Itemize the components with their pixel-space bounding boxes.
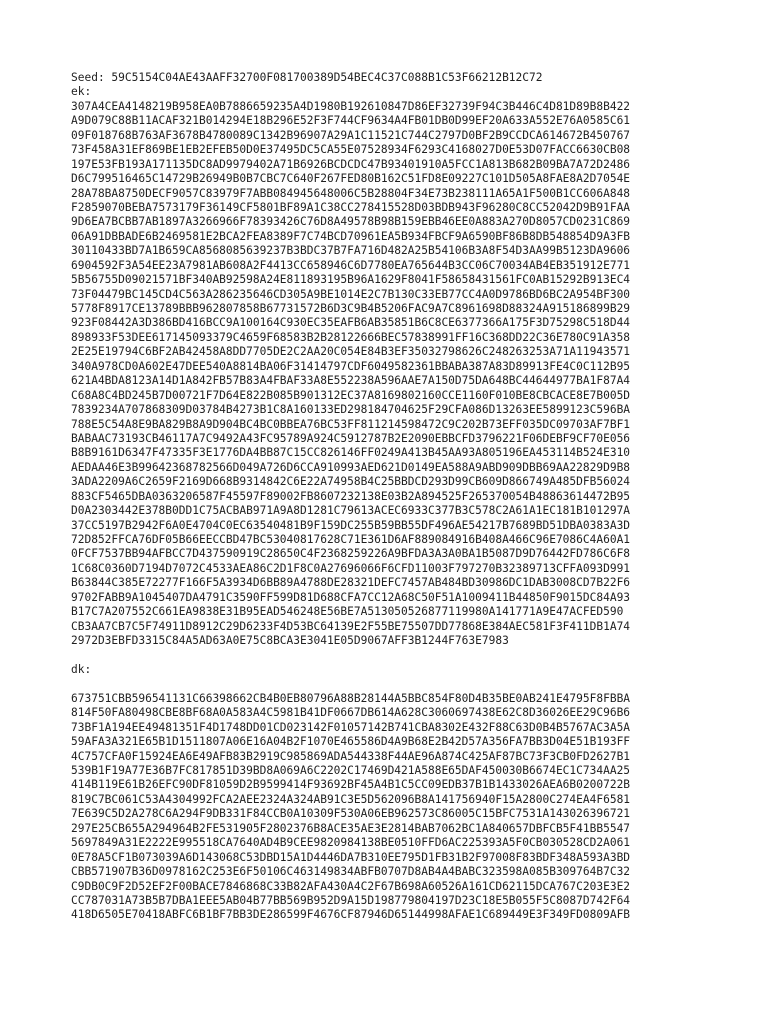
ek-hex-line: D6C799516465C14729B26949B0B7CBC7C640F267FED80B162C51FD8E09227C101D505A8FAE8A2D7054E: [71, 172, 631, 186]
ek-hex-line: 06A91DBBADE6B2469581E2BCA2FEA8389F7C74BCD70961EA5B934FBCF9A6590BF86B8DB548854D9A3FB: [71, 229, 631, 243]
ek-hex-line: 2E25E19794C6BF2AB42458A8DD7705DE2C2AA20C054E84B3EF35032798626C248263253A71A11943571: [71, 345, 631, 359]
dk-hex-line: 59AFA3A321E65B1D1511807A06E16A04B2F1070E465586D4A9B68E2B42D57A356FA7BB3D04E51B193FF: [71, 735, 631, 749]
ek-hex-line: 5778F8917CE13789BBB962807858B67731572B6D3C9B4B5206FAC9A7C8961698D88324A915186899B29: [71, 302, 631, 315]
dk-hex-line: 418D6505E70418ABFC6B1BF7BB3DE286599F4676CF87946D65144998AFAE1C689449E3F349FD0809AFB: [71, 908, 631, 922]
ek-hex-line: 09F018768B763AF3678B4780089C1342B96907A29A1C11521C744C2797D0BF2B9CCDCA614672B450767: [71, 128, 631, 142]
ek-hex-line: 28A78BA8750DECF9057C83979F7ABB084945648006C5B28804F34E73B238111A65A1F500B1CC606A848: [71, 186, 631, 200]
ek-hex-line: D0A2303442E378B0DD1C75ACBAB971A9A8D1281C79613ACEC6933C377B3C578C2A61A1EC181B101297A: [71, 504, 631, 518]
ek-hex-line: 923F08442A3D386BD416BCC9A100164C930EC35EAFB6AB35851B6C8CE6377366A175F3D75298C518D44: [71, 316, 631, 330]
ek-hex-line: CB3AA7CB7C5F74911D8912C29D6233F4D53BC64139E2F55BE75507DD77868E384AEC581F3F411DB1A74: [71, 619, 631, 633]
ek-hex-line: A9D079C88B11ACAF321B014294E18B296E52F3F744CF9634A4FB01DB0D99EF20A633A552E76A0585C61: [71, 114, 631, 128]
dk-hex-line: 673751CBB596541131C66398662CB4B0EB80796A88B28144A5BBC854F80D4B35BE0AB241E4795F8FBBA: [71, 691, 631, 705]
ek-hex-line: C68A8C4BD245B7D00721F7D64E822B085B901312EC37A8169802160CCE1160F010BE8CBCACE8E7B005D: [71, 388, 631, 402]
ek-hex-line: 1C68C0360D7194D7072C4533AEA86C2D1F8C0A27696066F6CFD11003F797270B32389713CFFA093D991: [71, 561, 631, 575]
dk-hex-line: 819C7BC061C53A4304992FCA2AEE2324A324AB91C3E5D562096B8A141756940F15A2800C274EA4F6581: [71, 792, 631, 806]
dk-hex-line: 7E639C5D2A278C6A294F9DB331F84CCB0A10309F530A06EB962573C86005C15BFC7531A143026396721: [71, 807, 631, 821]
ek-hex-line: 0FCF7537BB94AFBCC7D437590919C28650C4F2368259226A9BFDA3A3A0BA1B5087D9D76442FD786C6F8: [71, 547, 631, 561]
dk-hex-line: 0E78A5CF1B073039A6D143068C53DBD15A1D4446DA7B310EE795D1FB31B2F97008F83BDF348A593A3BD: [71, 850, 631, 864]
dk-hex-line: 4C757CFA0F15924EA6E49AFB83B2919C985869ADA544338F44AE96A874C425AF87BC73F3CB0FD2627B1: [71, 749, 631, 763]
dk-hex-line: CC787031A73B5B7DBA1EEE5AB04B77BB569B952D9A15D198779804197D23C18E5B055F5C8087D742F64: [71, 893, 631, 907]
seed-line: Seed: 59C5154C04AE43AAFF32700F081700389D54BEC4C37C088B1C53F66212B12C72: [71, 71, 543, 84]
ek-hex-line: 197E53FB193A171135DC8AD9979402A71B6926BCDCDC47B93401910A5FCC1A813B682B09BA7A72D2486: [71, 157, 631, 171]
ek-hex-line: 30110433BD7A1B659CA8568085639237B3BDC37B7FA716D482A25B54106B3A8F54D3AA99B5123DA9606: [71, 244, 631, 258]
ek-hex-line: 9702FABB9A1045407DA4791C3590FF599D81D688CFA7CC12A68C50F51A1009411B44850F9015DC84A93: [71, 590, 631, 604]
ek-hex-line: 6904592F3A54EE23A7981AB608A2F4413CC658946C6D7780EA765644B3CC06C70034AB4EB351912E771: [71, 258, 631, 272]
ek-hex-line: 340A978CD0A602E47DEE540A8814BA06F31414797CDF6049582361BBABA387A83D89913FE4C0C112B95: [71, 359, 631, 373]
dk-label: dk:: [71, 662, 92, 676]
ek-hex-line: B8B9161D6347F47335F3E1776DA4BB87C15CC826146FF0249A413B45AA93A805196EA453114B524E310: [71, 446, 631, 460]
ek-label: ek:: [71, 85, 92, 99]
dk-hex-line: 539B1F19A77E36B7FC817851D39BD8A069A6C2202C17469D421A588E65DAF450030B6674EC1C734AA25: [71, 764, 631, 777]
ek-hex-line: 621A4BDA8123A14D1A842FB57B83A4FBAF33A8E552238A596AAE7A150D75DA648BC44644977BA1F87A4: [71, 374, 631, 388]
dk-hex-line: 414B119E61B26EFC90DF81059D2B9599414F93692BF45A4B1C5CC09EDB37B1B1433026AEA6B0200722B: [71, 778, 631, 792]
ek-hex-line: 9D6EA7BCBB7AB1897A3266966F78393426C76D8A49578B98B159EBB46EE0A883A270D8057CD0231C869: [71, 215, 631, 229]
ek-hex-line: F2859070BEBA7573179F36149CF5801BF89A1C38CC278415528D03BDB943F96280C8CC52042D9B91FAA: [71, 200, 631, 214]
dk-hex-line: 5697849A31E2222E995518CA7640AD4B9CEE9820984138BE0510FFD6AC225393A5F0CB030528CD2A061: [71, 836, 631, 850]
ek-hex-line: 2972D3EBFD3315C84A5AD63A0E75C8BCA3E3041E05D9067AFF3B1244F763E7983: [71, 634, 509, 648]
ek-hex-line: 5B56755D09021571BF340AB92598A24E811893195B96A1629F8041F58658431561FC0AB15292B913EC4: [71, 273, 631, 287]
dk-hex-line: 297E25CB655A294964B2FE531905F2802376B8ACE35AE3E2814BAB7062BC1A840657DBFCB5F41BB5547: [71, 821, 631, 835]
key-dump-text: [71, 71, 731, 923]
spacer: [71, 677, 731, 691]
spacer: [71, 649, 731, 663]
dk-hex-block: [71, 692, 731, 923]
ek-hex-line: 898933F53DEE617145093379C4659F68583B2B28122666BEC57838991FF16C368DD22C36E780C91A358: [71, 330, 631, 344]
ek-hex-line: 73F458A31EF869BE1EB2EFEB50D0E37495DC5CA55E07528934F6293C4168027D0E53D07FACC6630CB08: [71, 143, 631, 157]
ek-hex-line: 7839234A707868309D03784B4273B1C8A160133ED298184704625F29CFA086D13263EE5899123C596BA: [71, 403, 631, 417]
ek-hex-block: [71, 100, 731, 649]
dk-hex-line: C9DB0C9F2D52EF2F00BACE7846868C33B82AFA430A4C2F67B698A60526A161CD62115DCA767C203E3E2: [71, 879, 631, 893]
ek-hex-line: 307A4CEA4148219B958EA0B7886659235A4D1980B192610847D86EF32739F94C3B446C4D81D89B8B422: [71, 99, 631, 113]
ek-hex-line: 73F04479BC145CD4C563A286235646CD305A9BE1014E2C7B130C33EB77CC4A0D9786BD6BC2A954BF300: [71, 287, 631, 301]
ek-hex-line: 37CC5197B2942F6A0E4704C0EC63540481B9F159DC255B59BB55DF496AE54217B7689BD51DBA0383A3D: [71, 518, 631, 532]
ek-hex-line: B17C7A207552C661EA9838E31B95EAD546248E56BE7A513050526877119980A141771A9E47ACFED590: [71, 605, 624, 619]
ek-hex-line: 72D852FFCA76DF05B66EECCBD47BC53040817628C71E361D6AF889084916B408A466C96E7086C4A60A1: [71, 533, 631, 546]
dk-hex-line: 73BF1A194EE49481351F4D1748DD01CD023142F01057142B741CBA8302E432F88C63D0B4B5767AC3A5A: [71, 720, 631, 734]
dk-hex-line: CBB571907B36D0978162C253E6F50106C463149834ABFB0707D8AB4A4BABC323598A085B309764B7C32: [71, 865, 631, 879]
ek-hex-line: 883CF5465DBA0363206587F45597F89002FB8607232138E03B2A894525F265370054B48863614472B95: [71, 489, 631, 503]
dk-hex-line: 814F50FA80498CBE8BF68A0A583A4C5981B41DF0667DB614A628C3060697438E62C8D36026EE29C96B6: [71, 706, 631, 720]
ek-hex-line: 788E5C54A8E9BA829B8A9D904BC4BC0BBEA76BC53FF811214598472C9C202B73EFF035DC09703AF7BF1: [71, 417, 631, 431]
ek-hex-line: B63844C385E72277F166F5A3934D6BB89A4788DE28321DEFC7457AB484BD30986DC1DAB3008CD7B22F6: [71, 576, 631, 590]
ek-hex-line: BABAAC73193CB46117A7C9492A43FC95789A924C5912787B2E2090EBBCFD3796221F06DEBF9CF70E056: [71, 431, 631, 445]
ek-hex-line: AEDAA46E3B99642368782566D049A726D6CCA910993AED621D0149EA588A9ABD909DBB69AA22829D9B8: [71, 460, 631, 474]
ek-hex-line: 3ADA2209A6C2659F2169D668B9314842C6E22A74958B4C25BBDCD293D99CB609D866749A485DFB56024: [71, 475, 631, 489]
